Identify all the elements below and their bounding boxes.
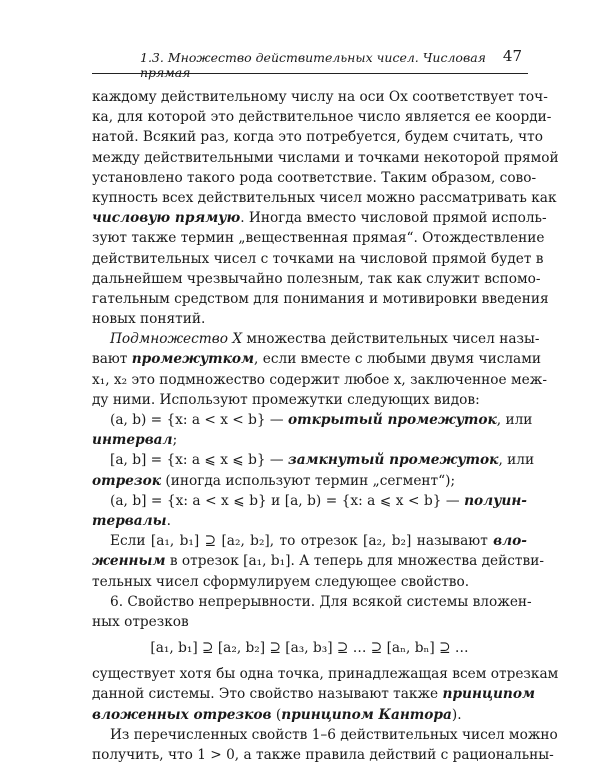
text-line: тельных чисел сформулируем следующее свойство. xyxy=(92,573,470,590)
text-fragment: ; xyxy=(172,432,178,449)
text-line: действительных чисел с точками на числовой прямой будет в xyxy=(92,250,544,267)
text-line: дальнейшем чрезвычайно полезным, так как служит вспомо- xyxy=(92,270,541,287)
text-line: 6. Свойство непрерывности. Для всякой системы вложен- xyxy=(110,593,532,610)
text-line: новых понятий. xyxy=(92,311,206,328)
term-half-interval: полуин- xyxy=(464,492,527,509)
term-cantor: принципом Кантора xyxy=(281,706,452,723)
text-fragment: вают xyxy=(92,351,132,368)
text-line xyxy=(92,450,535,470)
text-line xyxy=(92,208,547,228)
text-fragment: Подмножество X xyxy=(110,331,243,348)
term-interval: промежутком xyxy=(131,351,255,368)
text-line xyxy=(92,329,540,349)
text-fragment: Если [a₁, b₁] ⊇ [a₂, b₂], то отрезок [a₂, b₂] называют xyxy=(110,533,494,550)
formula-half-open: (a, b] = {x: a < x ⩽ b} и [a, b) = {x: a ⩽ x < b} — xyxy=(110,492,465,509)
text-fragment: ( xyxy=(271,706,282,723)
formula-open: (a, b) = {x: a < x < b} — xyxy=(110,412,288,428)
text-line xyxy=(92,349,541,369)
text-line xyxy=(92,551,544,571)
term-segment: отрезок xyxy=(92,472,162,489)
term-principle: принципом xyxy=(442,686,536,703)
term-open-interval: открытый промежуток xyxy=(287,412,497,428)
running-header xyxy=(92,47,528,80)
text-fragment: множества действительных чисел назы- xyxy=(242,331,540,348)
section-title: 1.3. Множество действительных чисел. Числовая прямая xyxy=(140,50,486,80)
formula-closed: [a, b] = {x: a ⩽ x ⩽ b} — xyxy=(110,452,288,469)
term-half-interval: тервалы xyxy=(92,512,167,529)
text-fragment: . Иногда вместо числовой прямой исполь- xyxy=(240,210,547,227)
text-line xyxy=(92,410,533,430)
text-line: натой. Всякий раз, когда это потребуется, будем считать, что xyxy=(92,129,543,146)
text-line: купность всех действительных чисел можно рассматривать как xyxy=(92,189,557,206)
text-fragment: данной системы. Это свойство называют также xyxy=(92,686,443,703)
text-fragment: (иногда используют термин „сегмент“); xyxy=(161,472,456,489)
text-line: зуют также термин „вещественная прямая“. Отождествление xyxy=(92,230,545,247)
text-fragment: , или xyxy=(496,412,533,428)
text-line: между действительными числами и точками некоторой прямой xyxy=(92,149,559,166)
page-number: 47 xyxy=(502,47,522,65)
text-line: получить, что 1 > 0, а также правила действий с рациональны- xyxy=(92,747,554,763)
text-line xyxy=(92,491,527,511)
text-fragment: , если вместе с любыми двумя числами xyxy=(254,351,541,368)
term-interval-alt: интервал xyxy=(92,432,173,449)
text-line: каждому действительному числу на оси Ox соответствует точ- xyxy=(92,89,548,105)
page-body xyxy=(92,87,559,765)
text-line: ду ними. Используют промежутки следующих видов: xyxy=(92,391,480,408)
term-principle: вложенных отрезков xyxy=(92,706,272,723)
text-line xyxy=(92,531,527,551)
term-nested: вло- xyxy=(493,533,527,550)
term-nested: женным xyxy=(92,553,166,570)
text-line xyxy=(92,430,527,450)
term-number-line: числовую прямую xyxy=(92,210,241,227)
text-fragment: ). xyxy=(451,706,462,723)
display-formula: [a₁, b₁] ⊇ [a₂, b₂] ⊇ [a₃, b₃] ⊇ … ⊇ [aₙ, bₙ] ⊇ … xyxy=(150,640,469,657)
text-line xyxy=(92,471,527,491)
text-line: существует хотя бы одна точка, принадлежащая всем отрезкам xyxy=(92,666,559,683)
text-line: ных отрезков xyxy=(92,613,189,630)
text-line: ка, для которой это действительное число является ее коорди- xyxy=(92,109,552,126)
text-fragment: . xyxy=(166,512,171,529)
text-fragment: в отрезок [a₁, b₁]. А теперь для множества действи- xyxy=(165,553,544,570)
text-line: Из перечисленных свойств 1–6 действительных чисел можно xyxy=(110,726,558,743)
text-line: x₁, x₂ это подмножество содержит любое x, заключенное меж- xyxy=(92,371,547,388)
text-fragment: , или xyxy=(498,452,535,469)
text-line: установлено такого рода соответствие. Таким образом, сово- xyxy=(92,169,537,186)
text-line: гательным средством для понимания и мотивировки введения xyxy=(92,290,549,307)
text-line xyxy=(92,684,536,704)
term-closed-interval: замкнутый промежуток xyxy=(287,452,499,469)
text-line xyxy=(92,511,527,531)
text-line xyxy=(92,705,527,725)
